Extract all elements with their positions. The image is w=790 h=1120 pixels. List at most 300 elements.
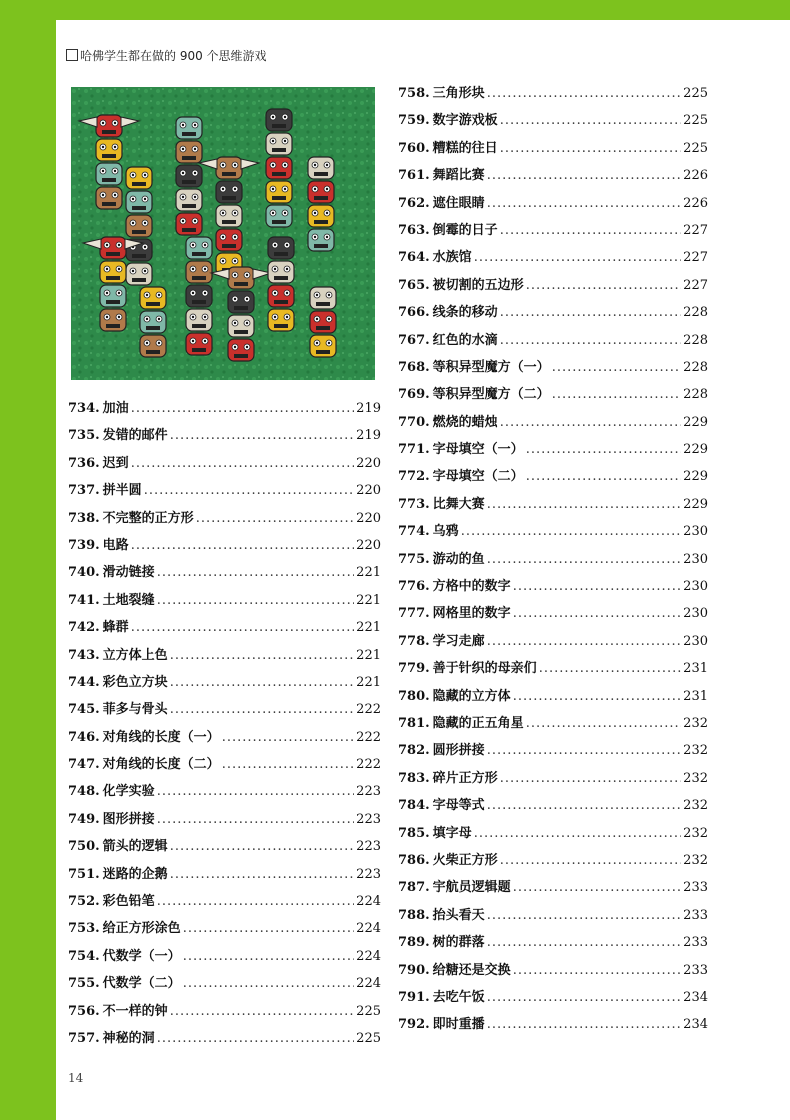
dot-leader: [183, 949, 354, 964]
toc-entry-number: 738.: [68, 510, 100, 526]
dot-leader: [487, 743, 681, 758]
toc-entry[interactable]: [68, 644, 381, 671]
dot-leader: [157, 784, 354, 799]
dot-leader: [500, 113, 681, 128]
toc-entry[interactable]: [398, 329, 708, 356]
square-bullet-icon: [66, 49, 78, 61]
toc-entry-title: 圆形拼接: [432, 743, 485, 759]
toc-entry-page: 225: [683, 140, 708, 156]
toc-entry[interactable]: [398, 822, 708, 849]
dot-leader: [513, 880, 681, 895]
dot-leader: [157, 565, 354, 580]
toc-entry[interactable]: [398, 986, 708, 1013]
toc-entry[interactable]: [398, 712, 708, 739]
toc-entry-title: 迟到: [102, 455, 129, 471]
totem-poles-svg: [71, 87, 375, 380]
toc-entry-page: 226: [683, 168, 708, 184]
toc-entry-title: 填字母: [432, 825, 472, 841]
toc-entry-number: 773.: [398, 496, 430, 512]
toc-entry-title: 不一样的钟: [102, 1003, 168, 1019]
toc-entry-page: 224: [356, 894, 381, 910]
dot-leader: [526, 469, 681, 484]
toc-entry-number: 752.: [68, 894, 100, 910]
toc-entry-title: 红色的水滴: [432, 332, 498, 348]
toc-entry-page: 232: [683, 825, 708, 841]
totem-poles-illustration: [71, 87, 375, 380]
dot-leader: [500, 333, 681, 348]
toc-entry[interactable]: [398, 602, 708, 629]
toc-entry-number: 737.: [68, 483, 100, 499]
toc-entry[interactable]: [68, 890, 381, 917]
toc-entry-number: 771.: [398, 442, 430, 458]
toc-entry[interactable]: [398, 767, 708, 794]
toc-entry-number: 754.: [68, 948, 100, 964]
toc-entry-number: 782.: [398, 743, 430, 759]
toc-entry-number: 749.: [68, 811, 100, 827]
toc-entry-title: 碎片正方形: [432, 770, 498, 786]
toc-entry-number: 785.: [398, 825, 430, 841]
dot-leader: [131, 538, 354, 553]
dot-leader: [513, 606, 681, 621]
toc-entry-page: 220: [356, 510, 381, 526]
toc-entry-number: 750.: [68, 839, 100, 855]
toc-entry[interactable]: [398, 438, 708, 465]
toc-entry-title: 比舞大赛: [432, 496, 485, 512]
dot-leader: [552, 387, 681, 402]
toc-entry-number: 786.: [398, 852, 430, 868]
dot-leader: [539, 661, 681, 676]
toc-entry-number: 774.: [398, 524, 430, 540]
toc-entry-title: 遮住眼睛: [432, 195, 485, 211]
dot-leader: [500, 141, 681, 156]
toc-entry-number: 751.: [68, 866, 100, 882]
toc-entry-title: 菲多与骨头: [102, 702, 168, 718]
toc-entry-title: 代数学（一）: [102, 948, 181, 964]
toc-entry-title: 字母填空（二）: [432, 469, 524, 485]
dot-leader: [513, 963, 681, 978]
toc-entry[interactable]: [398, 411, 708, 438]
toc-entry-title: 即时重播: [432, 1017, 485, 1033]
toc-entry-page: 230: [683, 551, 708, 567]
toc-entry[interactable]: [68, 863, 381, 890]
toc-entry-number: 741.: [68, 592, 100, 608]
toc-entry-title: 拼半圆: [102, 483, 142, 499]
dot-leader: [170, 839, 354, 854]
toc-entry[interactable]: [398, 493, 708, 520]
dot-leader: [170, 648, 354, 663]
toc-entry-title: 等积异型魔方（一）: [432, 359, 550, 375]
toc-entry-title: 数字游戏板: [432, 113, 498, 129]
dot-leader: [526, 442, 681, 457]
toc-entry-page: 225: [683, 113, 708, 129]
toc-entry-number: 762.: [398, 195, 430, 211]
toc-entry-number: 755.: [68, 976, 100, 992]
toc-entry-title: 箭头的逻辑: [102, 839, 168, 855]
toc-entry-page: 225: [356, 1030, 381, 1046]
toc-entry-title: 彩色立方块: [102, 674, 168, 690]
toc-entry-number: 760.: [398, 140, 430, 156]
toc-entry-page: 220: [356, 537, 381, 553]
dot-leader: [157, 894, 354, 909]
toc-entry-page: 223: [356, 839, 381, 855]
toc-left-column: [68, 397, 381, 1054]
toc-entry-page: 227: [683, 250, 708, 266]
toc-entry[interactable]: [68, 452, 381, 479]
toc-entry[interactable]: [68, 945, 381, 972]
dot-leader: [487, 497, 681, 512]
toc-entry-page: 233: [683, 962, 708, 978]
toc-entry-number: 770.: [398, 414, 430, 430]
dot-leader: [183, 976, 354, 991]
toc-entry-number: 758.: [398, 86, 430, 101]
toc-entry-title: 善于针织的母亲们: [432, 661, 537, 677]
toc-entry[interactable]: [398, 274, 708, 301]
toc-entry-title: 网格里的数字: [432, 606, 511, 622]
toc-entry-page: 227: [683, 222, 708, 238]
toc-entry-number: 790.: [398, 962, 430, 978]
toc-entry[interactable]: [398, 82, 708, 109]
dot-leader: [500, 305, 681, 320]
toc-entry-number: 763.: [398, 222, 430, 238]
toc-entry[interactable]: [68, 397, 381, 424]
toc-entry[interactable]: [398, 520, 708, 547]
toc-entry-title: 倒霉的日子: [432, 222, 498, 238]
toc-entry[interactable]: [68, 534, 381, 561]
toc-entry-page: 221: [356, 647, 381, 663]
toc-entry-number: 766.: [398, 305, 430, 321]
toc-entry-page: 228: [683, 305, 708, 321]
toc-entry-page: 223: [356, 866, 381, 882]
toc-entry-page: 231: [683, 661, 708, 677]
toc-entry[interactable]: [398, 164, 708, 191]
dot-leader: [131, 456, 354, 471]
toc-entry[interactable]: [398, 959, 708, 986]
toc-entry-title: 彩色铅笔: [102, 894, 155, 910]
toc-entry[interactable]: [398, 219, 708, 246]
toc-entry[interactable]: [68, 1027, 381, 1054]
toc-entry[interactable]: [398, 575, 708, 602]
toc-entry-title: 对角线的长度（二）: [102, 757, 220, 773]
dot-leader: [170, 867, 354, 882]
dot-leader: [131, 401, 354, 416]
toc-entry-page: 233: [683, 880, 708, 896]
toc-entry-page: 231: [683, 688, 708, 704]
toc-entry-page: 222: [356, 757, 381, 773]
toc-entry-number: 736.: [68, 455, 100, 471]
toc-entry[interactable]: [68, 424, 381, 451]
dot-leader: [500, 853, 681, 868]
dot-leader: [170, 675, 354, 690]
toc-entry-page: 229: [683, 469, 708, 485]
toc-entry-page: 229: [683, 414, 708, 430]
dot-leader: [144, 483, 354, 498]
toc-right-column: [398, 82, 708, 1041]
dot-leader: [222, 730, 354, 745]
toc-entry[interactable]: [398, 109, 708, 136]
toc-entry-title: 乌鸦: [432, 524, 459, 540]
toc-entry[interactable]: [68, 479, 381, 506]
toc-entry-page: 220: [356, 483, 381, 499]
toc-entry-number: 767.: [398, 332, 430, 348]
toc-entry[interactable]: [398, 739, 708, 766]
toc-entry[interactable]: [68, 726, 381, 753]
page-number: 14: [68, 1071, 84, 1085]
toc-entry-number: 734.: [68, 401, 100, 416]
toc-entry-title: 宇航员逻辑题: [432, 880, 511, 896]
toc-entry[interactable]: [68, 780, 381, 807]
toc-entry-title: 发错的邮件: [102, 428, 168, 444]
toc-entry-page: 232: [683, 852, 708, 868]
toc-entry[interactable]: [68, 917, 381, 944]
toc-entry-number: 764.: [398, 250, 430, 266]
toc-entry-page: 232: [683, 715, 708, 731]
toc-entry-title: 给糖还是交换: [432, 962, 511, 978]
toc-entry-title: 方格中的数字: [432, 579, 511, 595]
toc-entry-title: 电路: [102, 537, 129, 553]
toc-entry-page: 222: [356, 729, 381, 745]
toc-entry-page: 228: [683, 332, 708, 348]
toc-entry-page: 232: [683, 743, 708, 759]
dot-leader: [487, 634, 681, 649]
dot-leader: [157, 593, 354, 608]
toc-entry-page: 223: [356, 811, 381, 827]
toc-entry-title: 神秘的洞: [102, 1030, 155, 1046]
toc-entry-title: 对角线的长度（一）: [102, 729, 220, 745]
dot-leader: [183, 921, 354, 936]
toc-entry[interactable]: [68, 808, 381, 835]
toc-entry[interactable]: [398, 192, 708, 219]
toc-entry[interactable]: [398, 794, 708, 821]
dot-leader: [157, 812, 354, 827]
toc-entry[interactable]: [398, 904, 708, 931]
toc-entry-number: 747.: [68, 757, 100, 773]
toc-entry-title: 抬头看天: [432, 907, 485, 923]
dot-leader: [170, 702, 354, 717]
dot-leader: [487, 990, 681, 1005]
toc-entry-title: 滑动链接: [102, 565, 155, 581]
toc-entry-page: 233: [683, 935, 708, 951]
dot-leader: [526, 278, 681, 293]
toc-entry[interactable]: [398, 931, 708, 958]
running-header: [66, 47, 267, 64]
toc-entry-title: 线条的移动: [432, 305, 498, 321]
toc-entry[interactable]: [398, 685, 708, 712]
toc-entry-number: 743.: [68, 647, 100, 663]
dot-leader: [487, 168, 681, 183]
dot-leader: [487, 196, 681, 211]
toc-entry-title: 去吃午饭: [432, 989, 485, 1005]
toc-entry-page: 228: [683, 387, 708, 403]
toc-entry[interactable]: [398, 876, 708, 903]
toc-entry-page: 224: [356, 948, 381, 964]
toc-entry-title: 蜂群: [102, 620, 129, 636]
toc-entry-number: 761.: [398, 168, 430, 184]
toc-entry-number: 759.: [398, 113, 430, 129]
toc-entry[interactable]: [398, 657, 708, 684]
toc-entry-title: 隐藏的正五角星: [432, 715, 524, 731]
dot-leader: [222, 757, 354, 772]
toc-entry-page: 226: [683, 195, 708, 211]
toc-entry[interactable]: [68, 507, 381, 534]
toc-entry[interactable]: [68, 561, 381, 588]
toc-entry-title: 燃烧的蜡烛: [432, 414, 498, 430]
toc-entry-number: 787.: [398, 880, 430, 896]
toc-entry-page: 221: [356, 592, 381, 608]
dot-leader: [513, 579, 681, 594]
toc-entry-page: 227: [683, 277, 708, 293]
toc-entry-title: 迷路的企鹅: [102, 866, 168, 882]
toc-entry-title: 化学实验: [102, 784, 155, 800]
toc-entry[interactable]: [68, 835, 381, 862]
toc-entry-number: 777.: [398, 606, 430, 622]
dot-leader: [500, 415, 681, 430]
toc-entry-number: 769.: [398, 387, 430, 403]
toc-entry-title: 三角形块: [432, 86, 485, 101]
toc-entry-number: 735.: [68, 428, 100, 444]
toc-entry-title: 图形拼接: [102, 811, 155, 827]
toc-entry-page: 219: [356, 428, 381, 444]
dot-leader: [487, 552, 681, 567]
toc-entry-number: 739.: [68, 537, 100, 553]
toc-entry-number: 780.: [398, 688, 430, 704]
toc-entry-number: 775.: [398, 551, 430, 567]
toc-entry[interactable]: [68, 589, 381, 616]
toc-entry-number: 783.: [398, 770, 430, 786]
toc-entry-page: 230: [683, 524, 708, 540]
dot-leader: [474, 826, 681, 841]
toc-entry-number: 744.: [68, 674, 100, 690]
toc-entry-page: 221: [356, 674, 381, 690]
toc-entry-number: 746.: [68, 729, 100, 745]
toc-entry-number: 742.: [68, 620, 100, 636]
toc-entry[interactable]: [68, 753, 381, 780]
toc-entry-page: 234: [683, 1017, 708, 1033]
toc-entry-page: 229: [683, 442, 708, 458]
toc-entry-number: 776.: [398, 579, 430, 595]
toc-entry[interactable]: [398, 383, 708, 410]
toc-entry-number: 772.: [398, 469, 430, 485]
toc-entry-title: 被切割的五边形: [432, 277, 524, 293]
page-sheet: [56, 20, 790, 1120]
dot-leader: [461, 524, 681, 539]
toc-entry-number: 792.: [398, 1017, 430, 1033]
toc-entry-title: 游动的鱼: [432, 551, 485, 567]
toc-entry[interactable]: [398, 548, 708, 575]
toc-entry-page: 230: [683, 606, 708, 622]
toc-entry[interactable]: [398, 465, 708, 492]
toc-entry-page: 222: [356, 702, 381, 718]
toc-entry[interactable]: [68, 1000, 381, 1027]
toc-entry[interactable]: [68, 671, 381, 698]
toc-entry[interactable]: [398, 246, 708, 273]
toc-entry-number: 765.: [398, 277, 430, 293]
toc-entry-page: 233: [683, 907, 708, 923]
toc-entry-number: 784.: [398, 798, 430, 814]
toc-entry-number: 789.: [398, 935, 430, 951]
toc-entry-title: 等积异型魔方（二）: [432, 387, 550, 403]
toc-entry-number: 788.: [398, 907, 430, 923]
toc-entry-number: 768.: [398, 359, 430, 375]
toc-entry-title: 隐藏的立方体: [432, 688, 511, 704]
toc-entry[interactable]: [68, 698, 381, 725]
toc-entry-page: 221: [356, 620, 381, 636]
toc-entry-title: 不完整的正方形: [102, 510, 194, 526]
toc-entry-number: 778.: [398, 633, 430, 649]
toc-entry-page: 230: [683, 633, 708, 649]
dot-leader: [474, 250, 681, 265]
toc-entry-number: 781.: [398, 715, 430, 731]
toc-entry-title: 加油: [102, 401, 129, 416]
toc-entry[interactable]: [68, 616, 381, 643]
toc-entry-number: 745.: [68, 702, 100, 718]
toc-entry-number: 756.: [68, 1003, 100, 1019]
toc-entry-title: 字母填空（一）: [432, 442, 524, 458]
dot-leader: [526, 716, 681, 731]
toc-entry-title: 给正方形涂色: [102, 921, 181, 937]
dot-leader: [487, 1017, 681, 1032]
toc-entry-page: 219: [356, 401, 381, 416]
toc-entry[interactable]: [398, 849, 708, 876]
toc-entry[interactable]: [398, 137, 708, 164]
toc-entry-page: 221: [356, 565, 381, 581]
toc-entry-title: 水族馆: [432, 250, 472, 266]
toc-entry-page: 232: [683, 770, 708, 786]
toc-entry[interactable]: [398, 356, 708, 383]
toc-entry-title: 代数学（二）: [102, 976, 181, 992]
toc-entry[interactable]: [398, 301, 708, 328]
toc-entry-page: 232: [683, 798, 708, 814]
toc-entry-title: 舞蹈比赛: [432, 168, 485, 184]
toc-entry-title: 土地裂缝: [102, 592, 155, 608]
dot-leader: [513, 689, 681, 704]
toc-entry-number: 779.: [398, 661, 430, 677]
dot-leader: [500, 771, 681, 786]
toc-entry[interactable]: [398, 630, 708, 657]
dot-leader: [487, 86, 681, 101]
header-text: 哈佛学生都在做的 900 个思维游戏: [80, 49, 267, 63]
toc-entry-page: 224: [356, 976, 381, 992]
dot-leader: [487, 908, 681, 923]
toc-entry-page: 229: [683, 496, 708, 512]
dot-leader: [552, 360, 681, 375]
toc-entry-title: 树的群落: [432, 935, 485, 951]
dot-leader: [196, 511, 354, 526]
toc-entry-number: 791.: [398, 989, 430, 1005]
toc-entry[interactable]: [398, 1013, 708, 1040]
dot-leader: [487, 935, 681, 950]
toc-entry-page: 228: [683, 359, 708, 375]
dot-leader: [170, 428, 354, 443]
toc-entry-title: 糟糕的往日: [432, 140, 498, 156]
dot-leader: [500, 223, 681, 238]
toc-entry-title: 学习走廊: [432, 633, 485, 649]
toc-entry-page: 225: [683, 86, 708, 101]
toc-entry-title: 火柴正方形: [432, 852, 498, 868]
dot-leader: [157, 1031, 354, 1046]
toc-entry[interactable]: [68, 972, 381, 999]
toc-entry-page: 223: [356, 784, 381, 800]
dot-leader: [131, 620, 354, 635]
toc-entry-number: 757.: [68, 1030, 100, 1046]
toc-entry-number: 740.: [68, 565, 100, 581]
toc-entry-title: 立方体上色: [102, 647, 168, 663]
toc-entry-number: 748.: [68, 784, 100, 800]
toc-entry-page: 225: [356, 1003, 381, 1019]
toc-entry-page: 224: [356, 921, 381, 937]
dot-leader: [170, 1004, 354, 1019]
toc-entry-page: 230: [683, 579, 708, 595]
toc-entry-number: 753.: [68, 921, 100, 937]
